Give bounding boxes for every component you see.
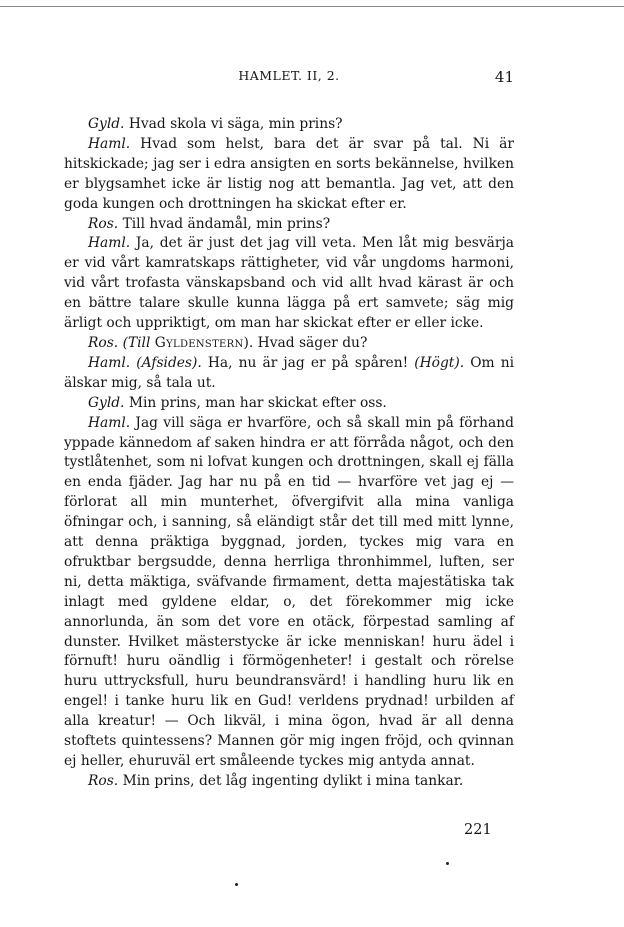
speech-text: Jag vill säga er hvarföre, och så skall min på förhand yppade kännedom af saken hindra er att förråda något, och den tystlåtenhet, som ni lofvat kungen och drottningen, skall ej fälla en enda fjäder. Jag har nu på en tid — hvarföre vet jag ej — förlorat all min munterhet, öfvergifvit alla mina vanliga öfningar och, i sanning, så eländigt står det till med mitt lynne, att denna präktiga byggnad, jorden, tyckes mig vara en ofruktbar bergsudde, denna herrliga thronhimmel, luften, ser ni, detta mäktiga, sväfvande firmament, detta majestätiska tak inlagt med gyldene eldar, o, det förekommer mig icke annorlunda, än som det vore en otäck, förpestad samling af dunster. Hvilket mästerstycke är icke menniskan! huru ädel i förnuft! huru oändlig i förmögenheter! i gestalt och rörelse huru uttrycksfull, huru beundransvärd! i handling huru lik en engel! i tanke huru lik en Gud! verldens prydnad! urbilden af alla kreatur! — Och likväl, i mina ögon, hvad är all denna stoftets quintessens? Mannen gör mig ingen fröjd, och qvinnan ej heller, ehuruväl ert småleende tyckes mig antyda annat. (64, 414, 514, 769)
speech-paragraph (64, 414, 514, 772)
speaker-name: Haml. (88, 135, 131, 152)
speech-text: Om ni älskar mig, så tala ut. (64, 354, 514, 391)
speech-text: Hvad som helst, bara det är svar på tal. Ni är hitskickade; jag ser i edra ansigten en sorts bekännelse, hvilken er blygsamhet icke är listig nog att bemantla. Jag vet, att den goda kungen och drottningen ha skickat efter er. (64, 135, 514, 212)
speech-text: Min prins, man har skickat efter oss. (128, 394, 387, 411)
speech-text: Min prins, det låg ingenting dylikt i mina tankar. (122, 772, 464, 789)
scan-edge-line (0, 6, 624, 7)
speech-paragraph (64, 135, 514, 215)
speaker-name: Ros. (88, 772, 119, 789)
speech-text: Ja, det är just det jag vill veta. Men låt mig besvärja er vid vårt kamratskaps rättigheter, vid vår ungdoms harmoni, vid vårt trofasta vänskapsband och vid allt hvad kärast är och en bättre talare skulle kunna lägga på ert samvete; säg mig ärligt och uppriktigt, om man har skickat efter er eller icke. (64, 235, 514, 332)
speech-paragraph (64, 115, 514, 135)
speaker-name: Gyld. (88, 116, 125, 132)
speech-paragraph (64, 234, 514, 334)
dialogue-text (64, 115, 514, 792)
speech-text: ). Hvad säger du? (243, 334, 368, 351)
speech-paragraph (64, 772, 514, 792)
ink-speck (235, 883, 238, 886)
speaker-name: Gyld. (88, 394, 125, 411)
speaker-name: Ros. (88, 215, 119, 232)
stage-direction: (Afsides). (136, 354, 202, 371)
running-title: HAMLET. II, 2. (238, 68, 340, 83)
page-number: 41 (494, 68, 514, 86)
speaker-name: Ros. (88, 334, 119, 351)
printer-signature: 221 (464, 822, 492, 838)
stage-direction: (Till (122, 334, 155, 351)
page-header (64, 68, 514, 90)
ink-speck (446, 862, 449, 865)
speaker-name: Haml. (88, 354, 131, 371)
speech-paragraph (64, 394, 514, 414)
speech-paragraph (64, 334, 514, 354)
speech-text: Till hvad ändamål, min prins? (122, 215, 331, 232)
speech-paragraph (64, 354, 514, 394)
speaker-name: Haml. (88, 235, 131, 252)
speaker-name: Haml. (88, 414, 131, 431)
character-name: Gyldenstern (154, 334, 244, 351)
speech-text: Hvad skola vi säga, min prins? (128, 116, 343, 132)
speech-paragraph (64, 215, 514, 235)
speech-text: Ha, nu är jag er på spåren! (201, 354, 415, 371)
stage-direction: (Högt). (414, 354, 465, 371)
